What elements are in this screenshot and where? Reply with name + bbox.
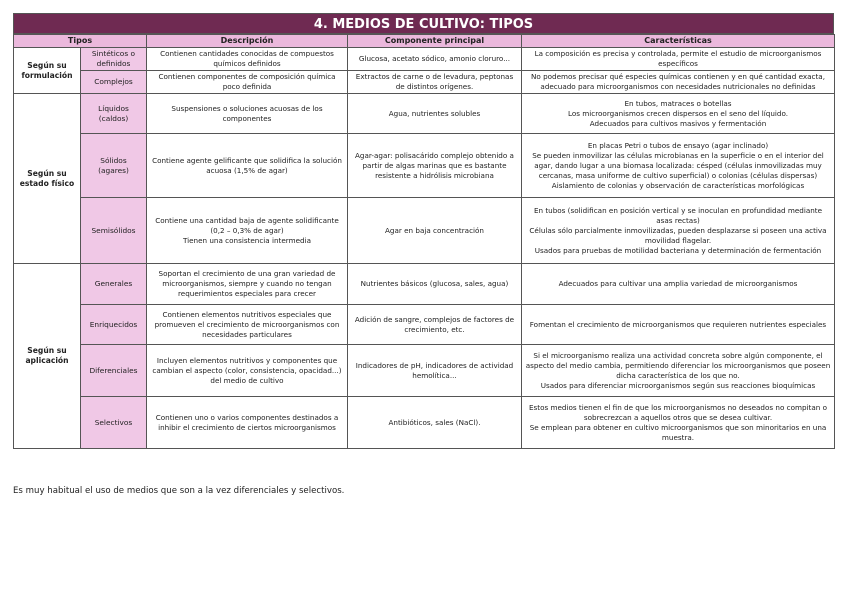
characteristics-cell: No podemos precisar qué especies químicas contienen y en qué cantidad exacta, adecuado para microorganismos con necesidades nutricionales no definidas [522,71,835,94]
table-row [14,305,835,345]
document [13,13,834,449]
type-cell: Sintéticos o definidos [81,48,147,71]
description-cell: Suspensiones o soluciones acuosas de los componentes [147,94,348,134]
group-label: Según su estado físico [14,94,81,264]
type-cell: Enriquecidos [81,305,147,345]
component-cell: Indicadores de pH, indicadores de actividad hemolítica... [348,345,522,397]
component-cell: Antibióticos, sales (NaCl). [348,397,522,449]
type-cell: Semisólidos [81,198,147,264]
description-cell: Incluyen elementos nutritivos y componentes que cambian el aspecto (color, consistencia, opacidad...) del medio de cultivo [147,345,348,397]
group-label: Según su formulación [14,48,81,94]
component-cell: Agar en baja concentración [348,198,522,264]
description-cell: Soportan el crecimiento de una gran variedad de microorganismos, siempre y cuando no tengan requerimientos especiales para crecer [147,264,348,305]
footnote: Es muy habitual el uso de medios que son a la vez diferenciales y selectivos. [13,486,345,496]
characteristics-cell: En placas Petri o tubos de ensayo (agar inclinado) Se pueden inmovilizar las células microbianas en la superficie o en el interior del agar, dando lugar a una biomasa localizada: césped (células inmovilizadas muy cercanas, masa uniforme de cultivo superficial) o colonias (células dispersas) Aislamiento de colonias y observación de características morfológicas [522,134,835,198]
characteristics-cell: En tubos (solidifican en posición vertical y se inoculan en profundidad mediante asas rectas) Células sólo parcialmente inmovilizadas, pueden desplazarse si poseen una activa movilidad flagelar. Usados para pruebas de motilidad bacteriana y determinación de fermentación [522,198,835,264]
description-cell: Contiene agente gelificante que solidifica la solución acuosa (1,5% de agar) [147,134,348,198]
description-cell: Contienen elementos nutritivos especiales que promueven el crecimiento de microorganismos con necesidades particulares [147,305,348,345]
culture-media-table [13,34,835,449]
table-row [14,198,835,264]
type-cell: Diferenciales [81,345,147,397]
header-row [14,35,835,48]
type-cell: Generales [81,264,147,305]
characteristics-cell: Fomentan el crecimiento de microorganismos que requieren nutrientes especiales [522,305,835,345]
table-row [14,264,835,305]
type-cell: Sólidos (agares) [81,134,147,198]
table-row [14,345,835,397]
characteristics-cell: Si el microorganismo realiza una actividad concreta sobre algún componente, el aspecto del medio cambia, permitiendo diferenciar los microorganismos que poseen dicha característica de los que no. Usados para diferenciar microorganismos según sus reacciones bioquímicas [522,345,835,397]
component-cell: Agua, nutrientes solubles [348,94,522,134]
type-cell: Selectivos [81,397,147,449]
characteristics-cell: Estos medios tienen el fin de que los microorganismos no deseados no compitan o sobrecrezcan a aquellos otros que se desea cultivar. Se emplean para obtener en cultivo microorganismos que son minoritarios en una muestra. [522,397,835,449]
header-componente: Componente principal [348,35,522,48]
description-cell: Contienen uno o varios componentes destinados a inhibir el crecimiento de ciertos microorganismos [147,397,348,449]
table-row [14,134,835,198]
header-tipos: Tipos [14,35,147,48]
header-descripcion: Descripción [147,35,348,48]
component-cell: Extractos de carne o de levadura, peptonas de distintos orígenes. [348,71,522,94]
table-row [14,48,835,71]
component-cell: Glucosa, acetato sódico, amonio cloruro... [348,48,522,71]
characteristics-cell: La composición es precisa y controlada, permite el estudio de microorganismos específicos [522,48,835,71]
table-row [14,397,835,449]
characteristics-cell: En tubos, matraces o botellas Los microorganismos crecen dispersos en el seno del líquido. Adecuados para cultivos masivos y fermentación [522,94,835,134]
table-row [14,94,835,134]
group-label: Según su aplicación [14,264,81,449]
header-caracteristicas: Características [522,35,835,48]
characteristics-cell: Adecuados para cultivar una amplia variedad de microorganismos [522,264,835,305]
description-cell: Contienen componentes de composición química poco definida [147,71,348,94]
page-title: 4. MEDIOS DE CULTIVO: TIPOS [13,13,834,34]
component-cell: Adición de sangre, complejos de factores de crecimiento, etc. [348,305,522,345]
type-cell: Líquidos (caldos) [81,94,147,134]
description-cell: Contienen cantidades conocidas de compuestos químicos definidos [147,48,348,71]
component-cell: Nutrientes básicos (glucosa, sales, agua) [348,264,522,305]
table-row [14,71,835,94]
description-cell: Contiene una cantidad baja de agente solidificante (0,2 – 0,3% de agar) Tienen una consistencia intermedia [147,198,348,264]
component-cell: Agar-agar: polisacárido complejo obtenido a partir de algas marinas que es bastante resistente a hidrólisis microbiana [348,134,522,198]
type-cell: Complejos [81,71,147,94]
